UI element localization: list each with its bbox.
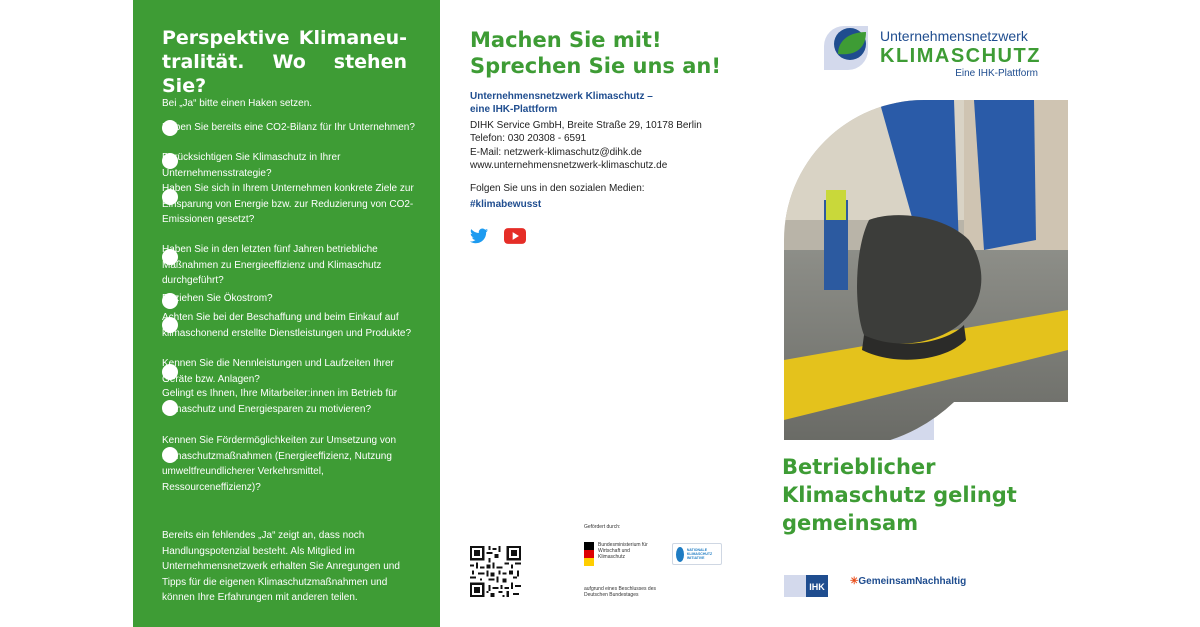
gemeinsam-nachhaltig-logo [850,576,966,587]
checklist-item [162,433,417,495]
hashtag[interactable]: #klimabewusst [470,199,542,210]
checklist-item [162,120,417,136]
checklist-item [162,242,417,289]
brochure-title-line: Klimaschutz gelingt [782,483,1017,507]
funder-label: Gefördert durch: [584,524,621,530]
checklist-item-text: Beziehen Sie Ökostrom? [162,293,273,304]
globe-icon [676,547,684,562]
checklist-outro: Bereits ein fehlendes „Ja“ zeigt an, dass noch Handlungspotenzial besteht. Als Mitglied im Unternehmensnetzwerk erhalten Sie Anregungen und Tipps für die eigenen Klimaschutzmaßnahmen und können Ihre Erfahrungen mit anderen teilen. [162,530,400,603]
checklist-item-text: Kennen Sie die Nennleistungen und Laufzeiten Ihrer Geräte bzw. Anlagen? [162,358,394,385]
contact-title-line: Machen Sie mit! [470,28,662,52]
checklist-item-text: Haben Sie bereits eine CO2-Bilanz für Ihr Unternehmen? [162,122,415,133]
checklist-item-text: Gelingt es Ihnen, Ihre Mitarbeiter:innen im Betrieb für Klimaschutz und Energiesparen zu motivieren? [162,388,398,415]
checklist-item [162,356,417,387]
nki-name: NATIONALE KLIMASCHUTZ INITIATIVE [686,548,713,560]
contact-details [470,119,740,172]
nki-logo [672,543,722,565]
logo-line-3: Eine IHK-Plattform [955,68,1038,79]
checklist-panel [133,0,440,627]
checklist-item-text: Achten Sie bei der Beschaffung und beim Einkauf auf klimaschonend erstellte Dienstleistungen und Produkte? [162,312,412,339]
contact-address: DIHK Service GmbH, Breite Straße 29, 10178 Berlin [470,120,702,131]
checklist-item [162,386,417,417]
contact-organisation [470,90,730,116]
checklist-intro: Bei „Ja“ bitte einen Haken setzen. [162,98,313,109]
gn-logo-text: GemeinsamNachhaltig [858,576,967,587]
funder-resolution: aufgrund eines Beschlusses des Deutschen Bundestages [584,586,656,598]
network-logo [824,26,1044,86]
twitter-icon[interactable] [470,228,488,244]
checklist-item-text: Berücksichtigen Sie Klimaschutz in Ihrer Unternehmensstrategie? [162,152,341,179]
social-icons [470,228,526,244]
gn-mark-icon: ✳ [850,576,859,587]
logo-line-2: KLIMASCHUTZ [880,45,1041,67]
brochure-title [782,453,1082,537]
checklist-item [162,150,417,181]
logo-line-1: Unternehmensnetzwerk [880,28,1028,44]
contact-title-line: Sprechen Sie uns an! [470,54,721,78]
checklist-item [162,310,417,341]
ihk-logo [784,575,828,597]
checklist-title: Perspektive Klimaneu-tralität. Wo stehen Sie? [162,27,407,97]
bmwk-name: Bundesministerium für Wirtschaft und Klimaschutz [598,542,648,560]
ihk-logo-text: IHK [809,582,825,592]
checklist-item-text: Haben Sie in den letzten fünf Jahren betriebliche Maßnahmen zu Energieeffizienz und Klimaschutz durchgeführt? [162,244,382,286]
contact-phone[interactable]: Telefon: 030 20308 - 6591 [470,133,587,145]
contact-website[interactable]: www.unternehmensnetzwerk-klimaschutz.de [470,159,668,171]
brochure-title-line: gemeinsam [782,511,919,535]
social-heading: Folgen Sie uns in den sozialen Medien: [470,183,645,194]
contact-title [470,27,750,79]
youtube-icon[interactable] [504,228,526,244]
contact-email[interactable]: E-Mail: netzwerk-klimaschutz@dihk.de [470,146,642,158]
bmwk-logo [584,542,648,566]
hero-photo [784,100,1068,440]
brochure-title-line: Betrieblicher [782,455,936,479]
checklist-item [162,181,417,228]
contact-organisation-line: eine IHK-Plattform [470,104,558,115]
checklist-item-text: Kennen Sie Fördermöglichkeiten zur Umsetzung von Klimaschutzmaßnahmen (Energieeffizienz, Nutzung umweltfreundlicherer Verkehrsmittel, Ressourceneffizienz)? [162,435,397,493]
leaf-logo-icon [824,26,870,72]
qr-code [470,546,521,597]
checklist-item [162,291,417,307]
checklist-item-text: Haben Sie sich in Ihrem Unternehmen konkrete Ziele zur Einsparung von Energie bzw. zur Reduzierung von CO2-Emissionen gesetzt? [162,183,414,225]
german-flag-icon [584,542,594,566]
contact-organisation-line: Unternehmensnetzwerk Klimaschutz – [470,91,653,102]
